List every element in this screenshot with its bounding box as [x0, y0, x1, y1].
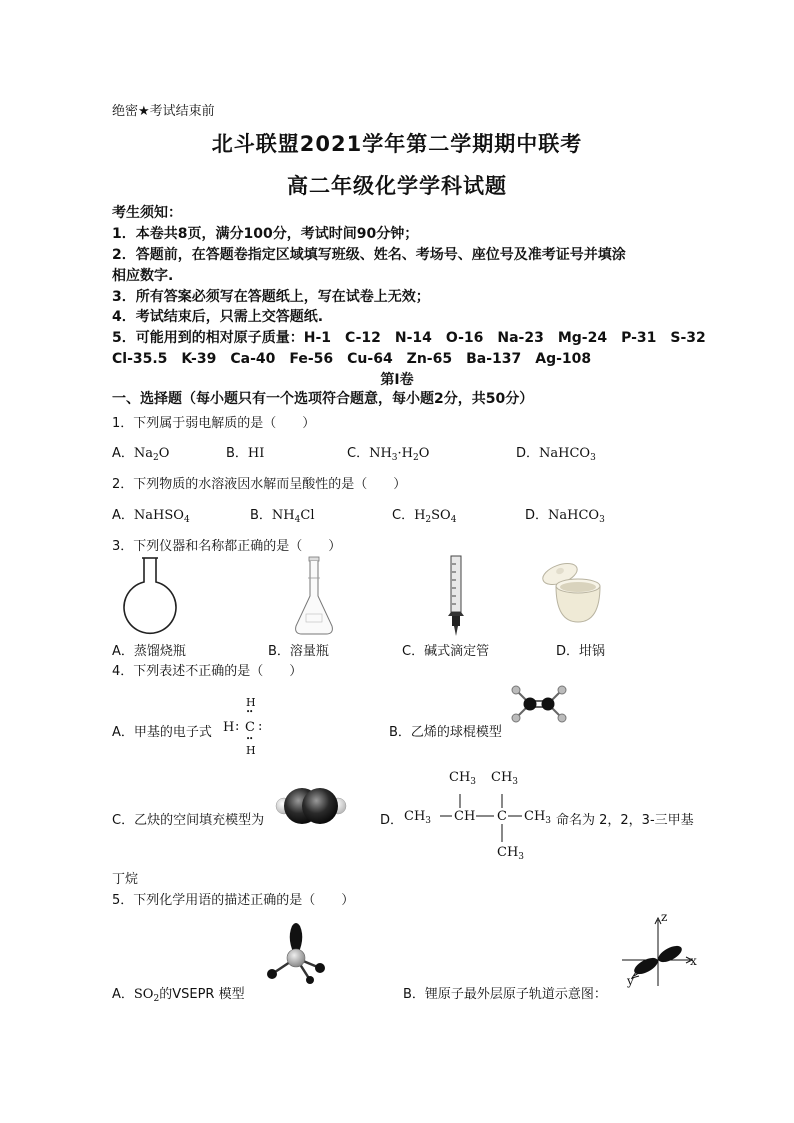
q4-option-d-label: D． [380, 813, 404, 828]
volumetric-flask-image [290, 556, 338, 638]
q5-stem: 5．下列化学用语的描述正确的是（ ） [112, 893, 355, 908]
q4-option-c-label: C．乙炔的空间填充模型为 [112, 813, 265, 828]
methyl-dots-bottom: •• [246, 735, 253, 743]
section-heading: 一、选择题（每小题只有一个选项符合题意，每小题2分，共50分） [112, 391, 534, 407]
q3-option-a: A．蒸馏烧瓶 [112, 644, 186, 659]
notice-item-5-cont: Cl-35.5 K-39 Ca-40 Fe-56 Cu-64 Zn-65 Ba-137 Ag-108 [112, 351, 592, 367]
exam-subtitle: 高二年级化学学科试题 [287, 174, 507, 198]
axis-y-label: y [627, 974, 634, 988]
struct-ch: CH [454, 809, 476, 824]
q2-option-d: D．NaHCO$_3$ [525, 508, 605, 525]
q1-option-d: D．NaHCO$_3$ [516, 446, 596, 463]
axis-z-label: z [661, 910, 668, 924]
so2-vsepr-model-image [262, 922, 328, 984]
q2-option-a: A．NaHSO$_4$ [112, 508, 190, 525]
q3-option-d: D．坩锅 [556, 644, 606, 659]
methyl-h-left: H [223, 720, 235, 735]
burette-image [444, 554, 468, 638]
struct-ch3-top-left: $CH_3$ [449, 770, 477, 787]
struct-c: C [497, 809, 507, 824]
q2-option-c: C．$H_2SO_4$ [392, 508, 457, 525]
q2-option-b: B．$NH_4Cl$ [250, 508, 315, 525]
q1-option-a: A．$Na_2O$ [112, 446, 170, 463]
acetylene-space-filling-image [276, 782, 346, 830]
q1-option-c: C．$NH_3\cdot H_2O$ [347, 446, 430, 463]
q3-option-b: B．溶量瓶 [268, 644, 329, 659]
structure-bonds [400, 780, 560, 850]
q1-stem: 1．下列属于弱电解质的是（ ） [112, 416, 316, 431]
q4-stem: 4．下列表述不正确的是（ ） [112, 664, 303, 679]
secret-mark: 绝密★考试结束前 [112, 104, 215, 119]
q3-stem: 3．下列仪器和名称都正确的是（ ） [112, 539, 342, 554]
struct-ch3-left: $CH_3$ [404, 809, 432, 826]
notice-item-3: 3．所有答案必须写在答题纸上，写在试卷上无效； [112, 289, 430, 305]
q5-option-a: A．$SO_2$的VSEPR 模型 [112, 987, 245, 1004]
q2-stem: 2．下列物质的水溶液因水解而呈酸性的是（ ） [112, 477, 407, 492]
exam-title: 北斗联盟2021学年第二学期期中联考 [211, 132, 583, 156]
q1-option-b: B．HI [226, 446, 265, 461]
notice-item-4: 4．考试结束后，只需上交答题纸. [112, 309, 324, 325]
q5-option-b: B．锂原子最外层原子轨道示意图： [403, 987, 607, 1002]
notice-item-1: 1．本卷共8页，满分100分，考试时间90分钟； [112, 226, 419, 242]
methyl-h-bottom: H [246, 744, 256, 757]
axis-x-label: x [690, 954, 697, 968]
notice-item-2: 2．答题前，在答题卷指定区域填写班级、姓名、考场号、座位号及准考证号并填涂 [112, 247, 626, 263]
q4-option-d-name-cont: 丁烷 [112, 872, 139, 887]
methyl-colon-left: : [235, 719, 240, 734]
volume-label: 第Ⅰ卷 [380, 372, 414, 388]
notice-item-5: 5．可能用到的相对原子质量：H-1 C-12 N-14 O-16 Na-23 Mg-24 P-31 S-32 [112, 330, 706, 346]
struct-ch3-bottom: $CH_3$ [497, 845, 525, 862]
q3-option-c: C．碱式滴定管 [402, 644, 490, 659]
q4-option-d-name: 命名为 2，2，3-三甲基 [556, 813, 694, 828]
round-flask-image [120, 556, 180, 634]
crucible-image [540, 560, 608, 628]
methyl-colon-right: : [258, 719, 263, 734]
methyl-dots-top: •• [246, 708, 253, 716]
notice-item-2-cont: 相应数字. [112, 268, 174, 284]
ethylene-ball-stick-image [508, 684, 570, 724]
struct-ch3-top-right: $CH_3$ [491, 770, 519, 787]
notice-heading: 考生须知： [112, 205, 182, 221]
struct-ch3-right: $CH_3$ [524, 809, 552, 826]
q4-option-a-label: A．甲基的电子式 [112, 725, 212, 740]
q4-option-b-label: B．乙烯的球棍模型 [389, 725, 502, 740]
methyl-c: C [245, 720, 255, 735]
methyl-h-top: H [246, 696, 256, 709]
